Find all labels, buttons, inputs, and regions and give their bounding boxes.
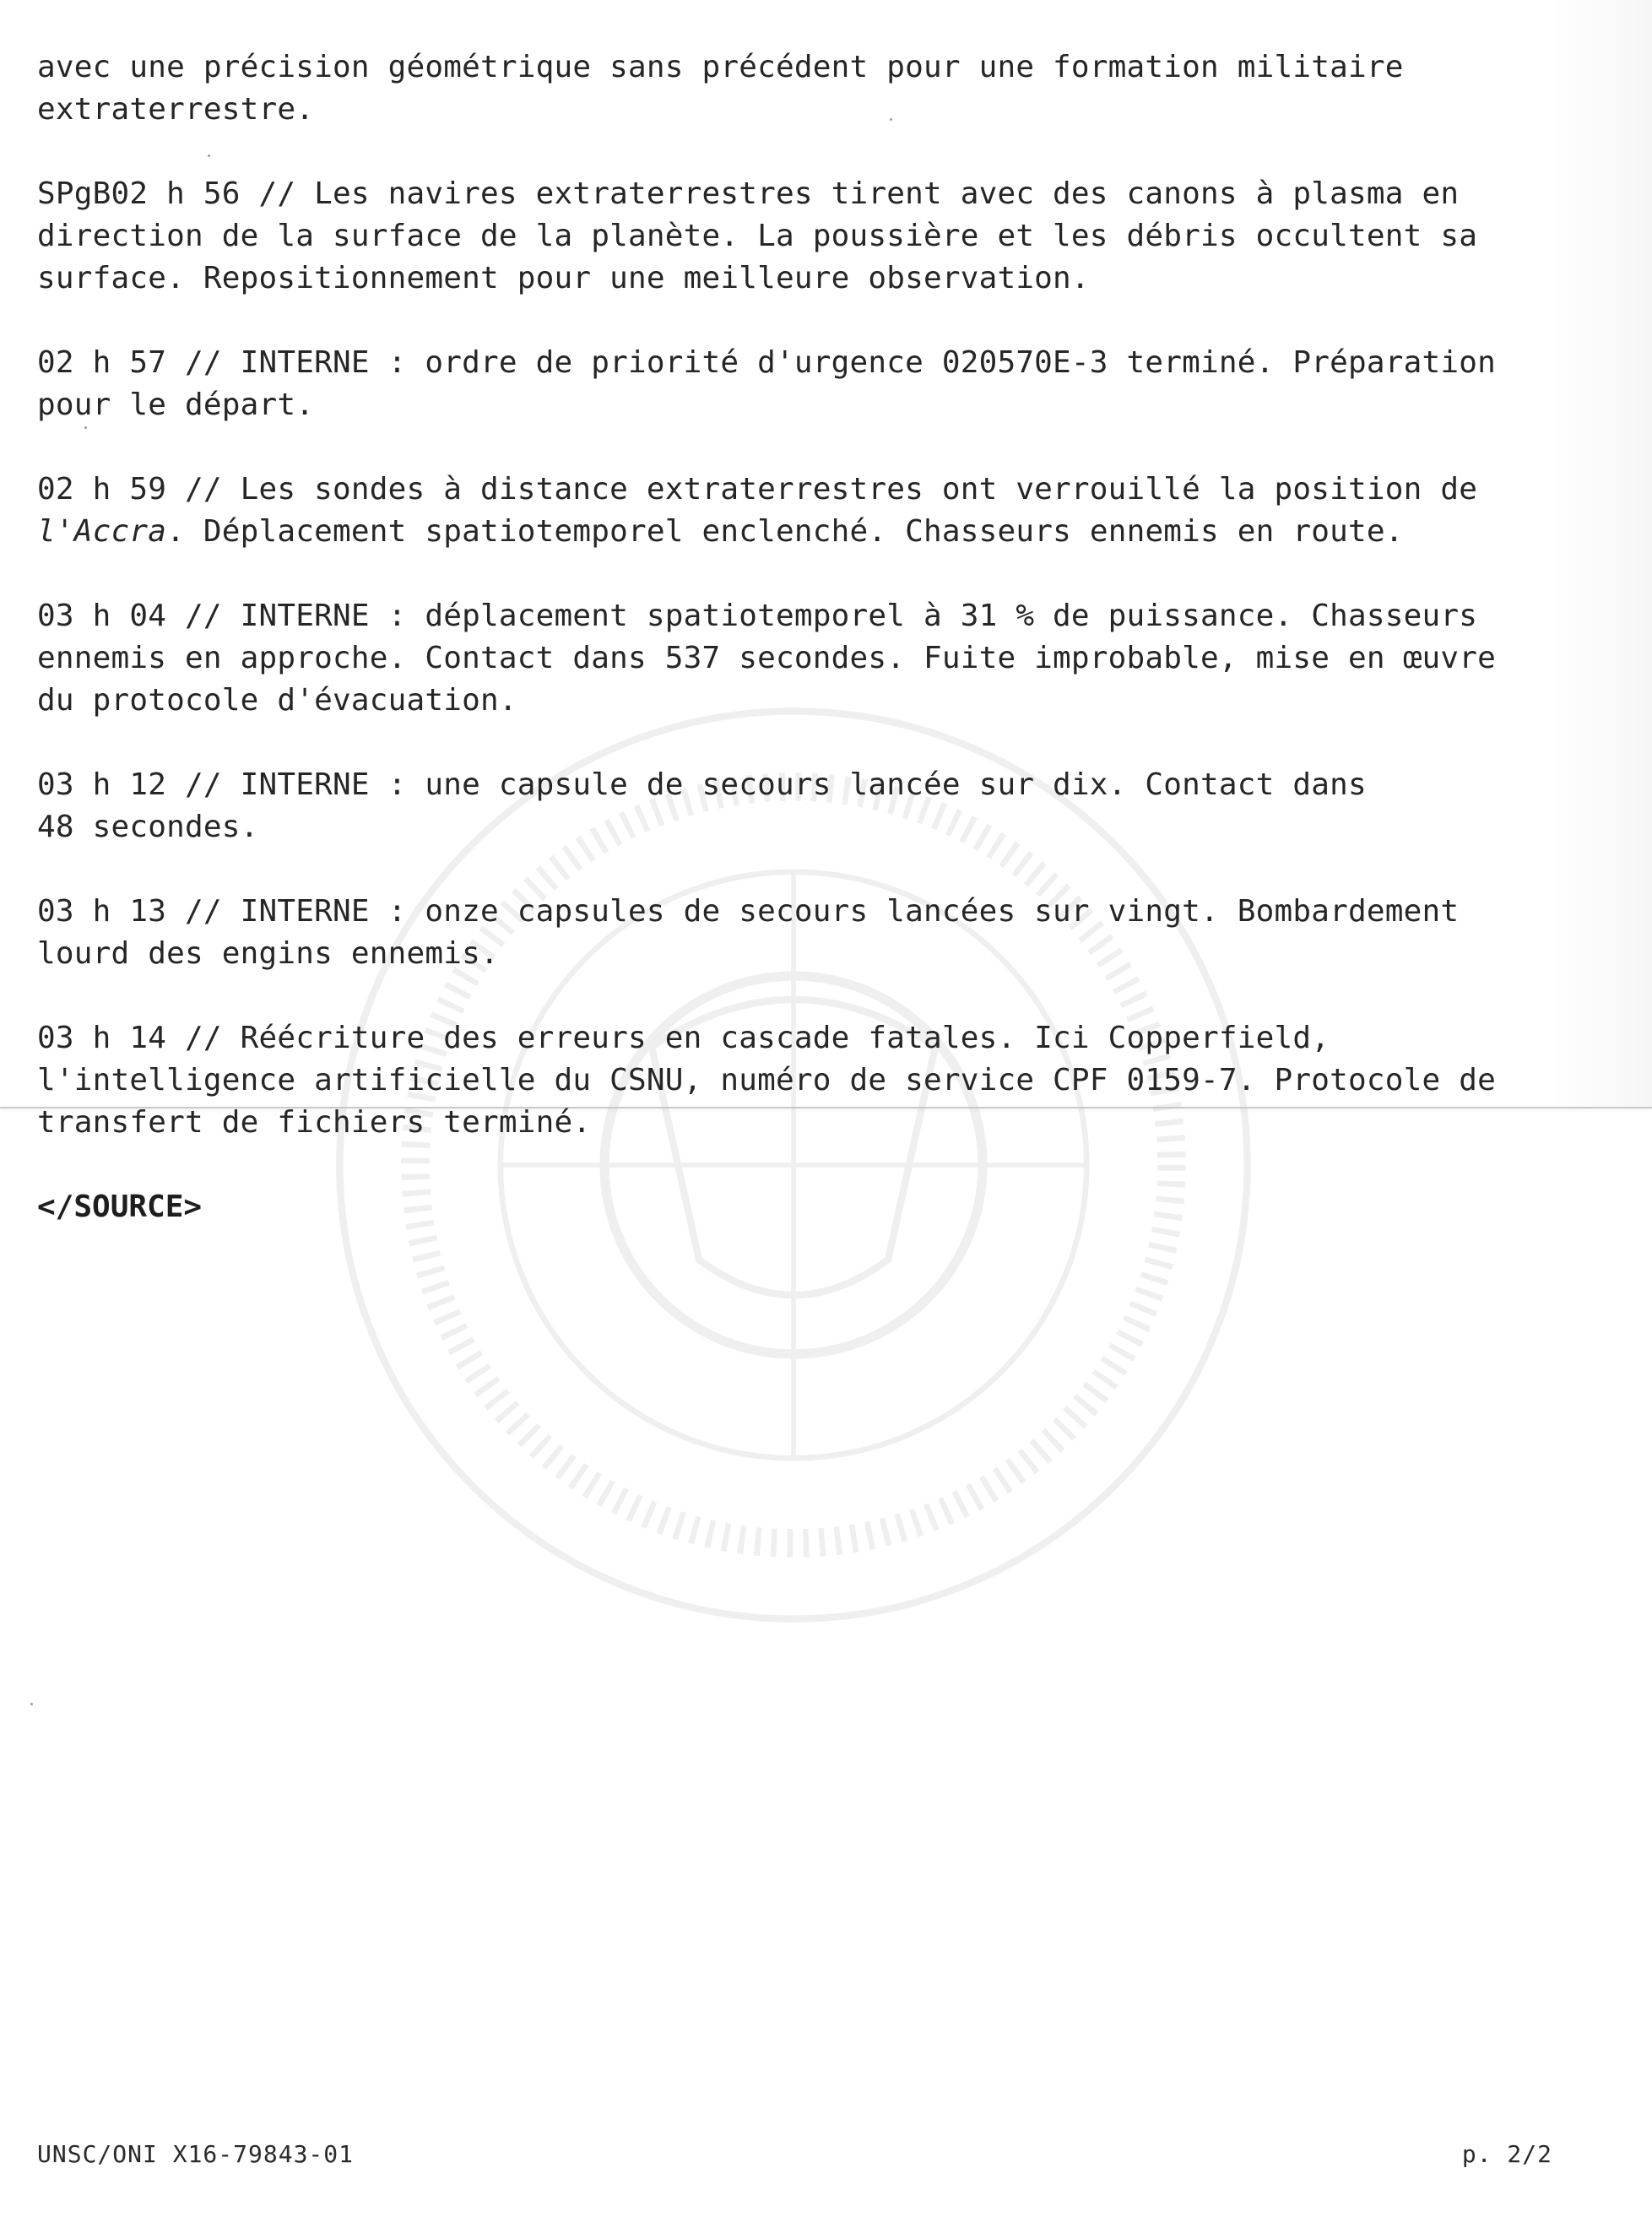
log-entry-0312: 03 h 12 // INTERNE : une capsule de secours lancée sur dix. Contact dans 48 secondes. xyxy=(37,767,1367,844)
log-entry-0257: 02 h 57 // INTERNE : ordre de priorité d'urgence 020570E-3 terminé. Préparation pour le départ. xyxy=(37,345,1497,422)
log-entry-0314: 03 h 14 // Réécriture des erreurs en cascade fatales. Ici Copperfield, l'intelligence artificielle du CSNU, numéro de service CPF 0159-7. Protocole de transfert de fichiers terminé. xyxy=(37,1021,1497,1140)
log-entry-0259-start: 02 h 59 // Les sondes à distance extraterrestres ont verrouillé la position de xyxy=(37,472,1478,507)
paper-speck xyxy=(30,1703,33,1705)
page-number: p. 2/2 xyxy=(1461,2140,1552,2168)
log-entry-0259-end: . Déplacement spatiotemporel enclenché. Chasseurs ennemis en route. xyxy=(166,514,1404,549)
log-entry-continuation: avec une précision géométrique sans précédent pour une formation militaire extraterrestre. xyxy=(37,50,1404,127)
document-reference: UNSC/ONI X16-79843-01 xyxy=(37,2140,355,2168)
log-entry-0304: 03 h 04 // INTERNE : déplacement spatiotemporel à 31 % de puissance. Chasseurs ennemis en approche. Contact dans 537 secondes. Fuite improbable, mise en œuvre du protocole d'évacuation. xyxy=(37,599,1497,718)
source-close-tag: </SOURCE> xyxy=(37,1190,203,1224)
log-entry-0256: SPgB02 h 56 // Les navires extraterrestres tirent avec des canons à plasma en direction de la surface de la planète. La poussière et les débris occultent sa surface. Repositionnement pour une meilleure observation. xyxy=(37,176,1478,295)
ship-name: l'Accra xyxy=(37,514,167,549)
log-content xyxy=(37,46,1590,1228)
log-entry-0259 xyxy=(37,469,1590,553)
log-entry-0313: 03 h 13 // INTERNE : onze capsules de secours lancées sur vingt. Bombardement lourd des engins ennemis. xyxy=(37,894,1460,971)
